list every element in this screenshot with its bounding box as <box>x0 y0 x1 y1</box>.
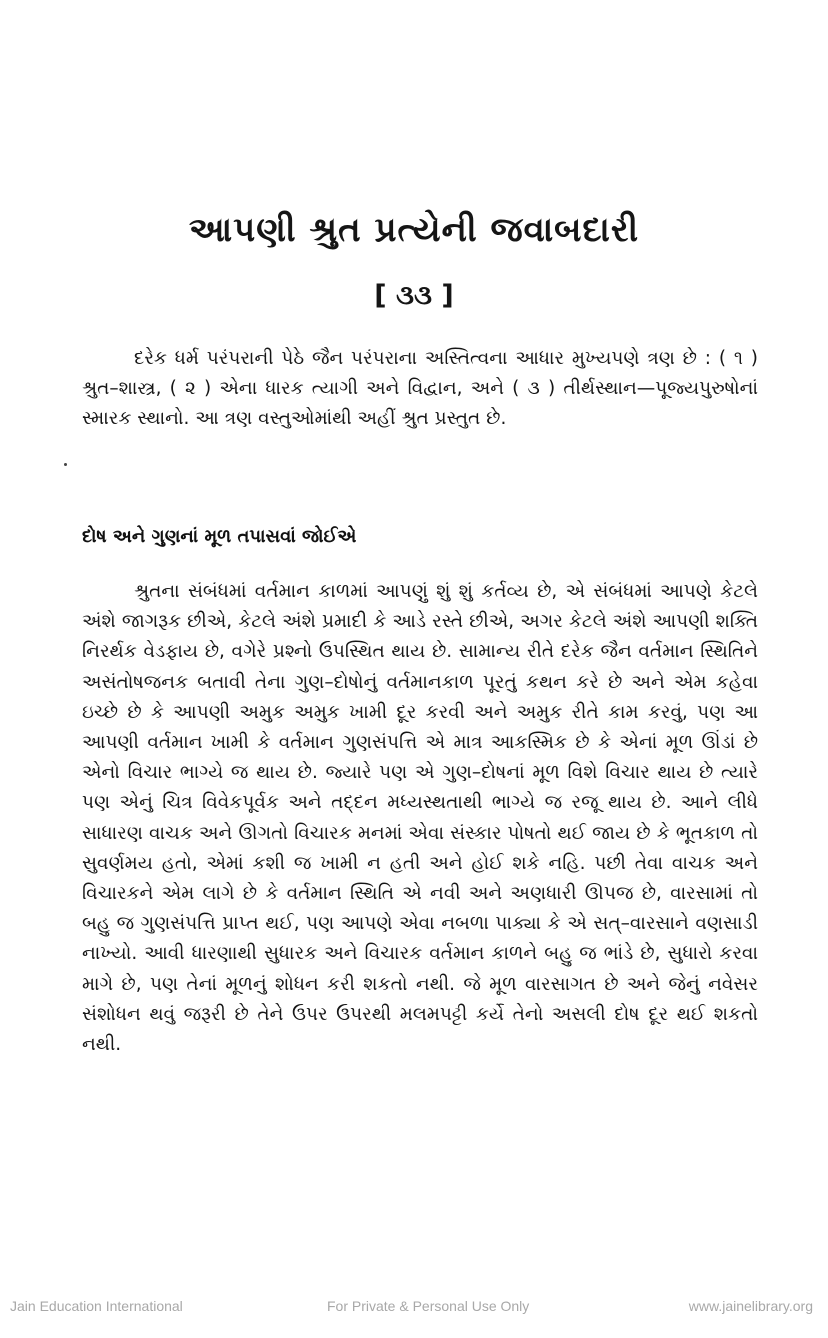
footer-publisher: Jain Education International <box>10 1298 183 1314</box>
section-paragraph-block <box>82 577 758 1060</box>
page-title: આપણી શ્રુત પ્રત્યેની જવાબદારી <box>188 210 640 250</box>
scan-speck <box>64 463 67 466</box>
intro-paragraph: દરેક ધર્મ પરંપરાની પેઠે જૈન પરંપરાના અસ્તિત્વના આધાર મુખ્યપણે ત્રણ છે : ( ૧ ) શ્રુત–શાસ્ત્ર, ( ૨ ) એના ધારક ત્યાગી અને વિદ્વાન, અને ( ૩ ) તીર્થસ્થાન—પૂજ્યપુરુષોનાં સ્મારક સ્થાનો. આ ત્રણ વસ્તુઓમાંથી અહીં શ્રુત પ્રસ્તુત છે. <box>82 348 758 430</box>
section-heading: દોષ અને ગુણનાં મૂળ તપાસવાં જોઈએ <box>82 526 357 547</box>
chapter-number: [ ૩૩ ] <box>374 280 454 311</box>
intro-paragraph-block <box>82 344 758 435</box>
footer-website-link[interactable]: www.jainelibrary.org <box>688 1298 813 1314</box>
footer-usage-notice: For Private & Personal Use Only <box>327 1298 530 1314</box>
section-paragraph: શ્રુતના સંબંધમાં વર્તમાન કાળમાં આપણું શું શું કર્તવ્ય છે, એ સંબંધમાં આપણે કેટલે અંશે જાગરૂક છીએ, કેટલે અંશે પ્રમાદી કે આડે રસ્તે છીએ, અગર કેટલે અંશે આપણી શક્તિ નિરર્થક વેડફાય છે, વગેરે પ્રશ્નો ઉપસ્થિત થાય છે. સામાન્ય રીતે દરેક જૈન વર્તમાન સ્થિતિને અસંતોષજનક બતાવી તેના ગુણ–દોષોનું વર્તમાનકાળ પૂરતું કથન કરે છે અને એમ કહેવા ઇચ્છે છે કે આપણી અમુક અમુક ખામી દૂર કરવી અને અમુક રીતે કામ કરવું, પણ આ આપણી વર્તમાન ખામી કે વર્તમાન ગુણસંપત્તિ એ માત્ર આકસ્મિક છે કે એનાં મૂળ ઊંડાં છે એનો વિચાર ભાગ્યે જ થાય છે. જ્યારે પણ એ ગુણ–દોષનાં મૂળ વિશે વિચાર થાય છે ત્યારે પણ એનું ચિત્ર વિવેકપૂર્વક અને તદ્દન મધ્યસ્થતાથી ભાગ્યે જ રજૂ થાય છે. આને લીધે સાધારણ વાચક અને ઊગતો વિચારક મનમાં એવા સંસ્કાર પોષતો થઈ જાય છે કે ભૂતકાળ તો સુવર્ણમય હતો, એમાં કશી જ ખામી ન હતી અને હોઈ શકે નહિ. પછી તેવા વાચક અને વિચારકને એમ લાગે છે કે વર્તમાન સ્થિતિ એ નવી અને અણધારી ઊપજ છે, વારસામાં તો બહુ જ ગુણસંપત્તિ પ્રાપ્ત થઈ, પણ આપણે એવા નબળા પાક્યા કે એ સત્–વારસાને વણસાડી નાખ્યો. આવી ધારણાથી સુધારક અને વિચારક વર્તમાન કાળને બહુ જ ભાંડે છે, સુધારો કરવા માગે છે, પણ તેનાં મૂળનું શોધન કરી શકતો નથી. જે મૂળ વારસાગત છે અને જેનું નવેસર સંશોધન થવું જરૂરી છે તેને ઉપર ઉપરથી મલમપટ્ટી કર્યે તેનો અસલી દોષ દૂર થઈ શકતો નથી. <box>82 581 758 1056</box>
page-footer <box>0 1298 828 1318</box>
